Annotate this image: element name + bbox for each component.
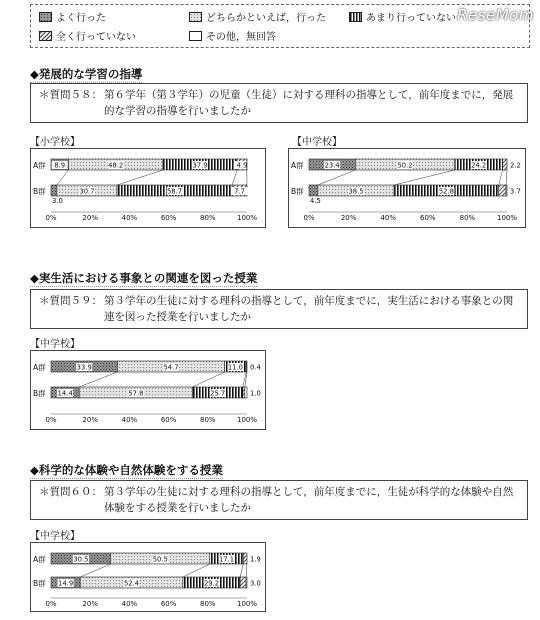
- bar-segment: [499, 185, 506, 196]
- x-tick-label: 80%: [200, 416, 216, 424]
- bar-segment: [506, 185, 507, 196]
- category-label: A群: [291, 161, 304, 170]
- x-tick-label: 40%: [121, 600, 138, 608]
- question-text: 第３学年の生徒に対する理科の指導として，前年度までに，実生活における事象との関連を図った授業を行いましたか: [104, 295, 514, 323]
- data-label: 57.8: [128, 389, 144, 398]
- x-tick-label: 40%: [121, 214, 138, 222]
- x-tick-label: 20%: [82, 600, 98, 608]
- legend-label: どちらかといえば，行った: [206, 13, 326, 24]
- data-label: 4.5: [310, 197, 321, 205]
- x-tick-label: 40%: [121, 416, 138, 424]
- legend-swatch: [349, 12, 362, 22]
- legend-label: その他，無回答: [206, 32, 276, 43]
- chart-frame: [30, 350, 266, 430]
- x-tick-label: 100%: [496, 214, 518, 222]
- data-label: 11.0: [227, 363, 244, 372]
- chart-frame: [30, 148, 266, 228]
- category-label: B群: [291, 187, 304, 196]
- connector-line: [117, 170, 163, 185]
- chart-title: 【小学校】: [30, 137, 80, 148]
- bar-segment: [245, 387, 247, 398]
- x-tick-label: 100%: [236, 600, 258, 608]
- data-label: 38.5: [348, 187, 364, 196]
- data-label: 48.2: [108, 161, 124, 170]
- bar-segment: [243, 553, 247, 564]
- legend-swatch: [189, 12, 202, 22]
- data-label: 29.2: [203, 579, 220, 588]
- x-tick-label: 20%: [82, 416, 98, 424]
- connector-line: [394, 170, 455, 185]
- legend-swatch: [39, 12, 52, 22]
- data-label: 23.4: [324, 161, 340, 170]
- question-number: ＊質問６０：: [39, 486, 102, 498]
- legend-label: あまり行っていない: [366, 13, 456, 24]
- x-tick-label: 60%: [160, 214, 177, 222]
- x-tick-label: 80%: [459, 214, 476, 222]
- legend-item-never: [39, 31, 136, 43]
- category-label: A群: [33, 555, 46, 564]
- section-title: ◆科学的な体験や自然体験をする授業: [30, 463, 223, 477]
- chart-svg: [31, 543, 265, 611]
- data-label: 37.9: [192, 161, 208, 170]
- chart-frame: [30, 542, 266, 612]
- connector-line: [506, 170, 507, 185]
- section-title: ◆実生活における事象との関連を図った授業: [30, 271, 258, 285]
- x-tick-label: 40%: [380, 214, 396, 222]
- category-label: B群: [33, 187, 46, 196]
- legend-swatch: [39, 31, 52, 41]
- legend-item-often: [39, 12, 106, 24]
- connector-line: [183, 564, 210, 577]
- data-label: 24.2: [471, 161, 487, 170]
- x-tick-label: 60%: [160, 416, 177, 424]
- data-label: 52.8: [438, 187, 454, 196]
- bar-segment: [246, 361, 247, 372]
- chart-svg: [31, 149, 265, 227]
- chart-svg: [289, 149, 525, 227]
- bar-segment: [503, 159, 507, 170]
- connector-line: [240, 564, 243, 577]
- data-label: 3.0: [52, 197, 63, 205]
- data-label: 50.5: [152, 555, 168, 564]
- connector-line: [57, 170, 69, 185]
- data-label: 25.7: [210, 389, 226, 398]
- bar-segment: [246, 577, 247, 588]
- question-box: [30, 289, 528, 329]
- connector-line: [193, 372, 225, 387]
- question-box: [30, 480, 528, 520]
- x-tick-label: 60%: [420, 214, 436, 222]
- legend-item-not-much: [349, 12, 456, 24]
- question-box: [30, 83, 528, 123]
- section-title: ◆発展的な学習の指導: [30, 67, 143, 81]
- data-label: 33.9: [76, 363, 92, 372]
- data-label: 30.5: [73, 555, 89, 564]
- legend-swatch: [189, 31, 202, 41]
- chart-title: 【中学校】: [30, 531, 80, 542]
- data-label: 50.2: [397, 161, 413, 170]
- x-tick-label: 80%: [200, 214, 216, 222]
- x-tick-label: 100%: [236, 416, 258, 424]
- category-label: B群: [33, 579, 46, 588]
- data-label: 8.9: [54, 161, 66, 170]
- x-tick-label: 100%: [236, 214, 258, 222]
- question-text: 第３学年の生徒に対する理科の指導として，前年度までに，生徒が科学的な体験や自然体験をする授業を行いましたか: [104, 486, 514, 514]
- data-label: 3.7: [510, 187, 521, 196]
- legend-label: 全く行っていない: [56, 32, 136, 43]
- bar-segment: [51, 185, 57, 196]
- data-label: 17.1: [218, 555, 235, 564]
- connector-line: [79, 372, 117, 387]
- x-tick-label: 60%: [160, 600, 177, 608]
- x-tick-label: 80%: [200, 600, 216, 608]
- x-tick-label: 0%: [45, 600, 57, 608]
- chart-title: 【中学校】: [292, 137, 342, 148]
- x-tick-label: 0%: [45, 214, 57, 222]
- data-label: 1.0: [250, 389, 261, 398]
- chart-svg: [31, 351, 265, 429]
- bar-segment: [240, 577, 246, 588]
- connector-line: [232, 170, 237, 185]
- bar-segment: [309, 185, 318, 196]
- watermark-logo: ReseMom: [457, 6, 534, 24]
- legend-item-somewhat: [189, 12, 326, 24]
- connector-line: [246, 564, 247, 577]
- x-tick-label: 0%: [303, 214, 315, 222]
- x-tick-label: 20%: [340, 214, 357, 222]
- data-label: 14.4: [57, 389, 73, 398]
- data-label: 2.2: [510, 161, 521, 170]
- category-label: B群: [33, 389, 46, 398]
- connector-line: [318, 170, 355, 185]
- connector-line: [499, 170, 503, 185]
- category-label: A群: [33, 363, 46, 372]
- data-label: 54.7: [163, 363, 179, 372]
- chart-frame: [288, 148, 526, 228]
- data-label: 58.7: [167, 187, 183, 196]
- question-number: ＊質問５９：: [39, 295, 102, 307]
- chart-title: 【中学校】: [30, 339, 80, 350]
- legend-label: よく行った: [56, 13, 106, 24]
- connector-line: [80, 564, 111, 577]
- legend-item-other: [189, 31, 276, 43]
- data-label: 52.4: [123, 579, 140, 588]
- data-label: 7.7: [234, 187, 245, 196]
- data-label: 3.0: [250, 579, 261, 588]
- data-label: 4.9: [236, 161, 248, 170]
- legend-box: [30, 4, 530, 48]
- x-tick-label: 0%: [45, 416, 57, 424]
- data-label: 30.7: [79, 187, 95, 196]
- data-label: 14.9: [58, 579, 74, 588]
- data-label: 1.9: [250, 555, 261, 564]
- question-number: ＊質問５８：: [39, 89, 102, 101]
- category-label: A群: [33, 161, 46, 170]
- question-text: 第６学年（第３学年）の児童（生徒）に対する理科の指導として，前年度までに，発展的な学習の指導を行いましたか: [104, 89, 514, 117]
- x-tick-label: 20%: [82, 214, 98, 222]
- data-label: 0.4: [250, 363, 261, 372]
